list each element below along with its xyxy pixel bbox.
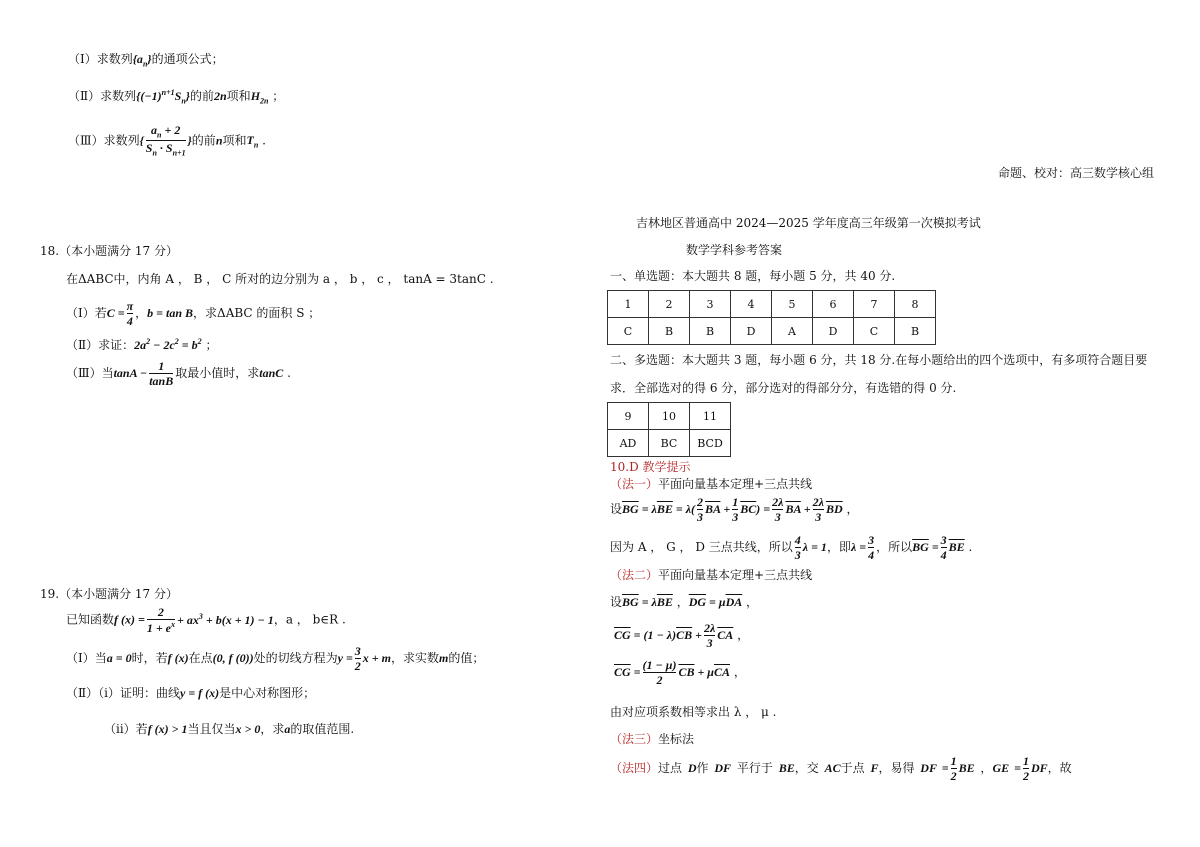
- multi-choice-table: [607, 402, 731, 457]
- q19-part2-i: （Ⅱ）（ⅰ）证明：曲线y = f (x)是中心对称图形；: [66, 686, 316, 700]
- table-cell: C: [608, 318, 649, 345]
- q18-part1: （Ⅰ）若C = $\frac{\pi}{4}$ ，b = tan B，求ΔABC 的面积 S ；: [66, 299, 321, 328]
- section-multi-choice-line1: 二、多选题：本大题共 3 题，每小题 6 分，共 18 分.在每小题给出的四个选项中，有多项符合题目要: [610, 353, 1148, 367]
- single-choice-table: [607, 290, 936, 345]
- q18-intro: 在ΔABC中，内角 A ， B ， C 所对的边分别为 a ， b ， c ， tanA = 3tanC .: [66, 272, 494, 286]
- section-multi-choice-line2: 求．全部选对的得 6 分，部分选对的得部分分，有选错的得 0 分.: [610, 381, 957, 395]
- table-row: [608, 291, 936, 318]
- q19-part1: （Ⅰ）当a = 0时，若f (x)在点(0, f (0))处的切线方程为y = $\frac{3}{2}$ x + m，求实数m的值；: [66, 644, 485, 673]
- table-cell: B: [895, 318, 936, 345]
- method-2-line4: 由对应项系数相等求出 λ ， μ .: [610, 705, 777, 719]
- method-1-line2: 因为 A ， G ， D 三点共线，所以 $\frac{4}{3}$ λ = 1，即λ = $\frac{3}{4}$ ，所以$\overline{BG}$ = $\frac{3}{4}$ $\overline{BE}$ .: [610, 533, 973, 562]
- method-4-line: （法四）过点 D作 DF 平行于 BE，交 AC于点 F，易得 DF = $\frac{1}{2}$ BE ，GE = $\frac{1}{2}$ DF，故: [610, 754, 1072, 783]
- answer-subheading: 数学学科参考答案: [686, 243, 783, 257]
- q17-part2: （Ⅱ）求数列$\{(-1)^{n+1}S_n\}$的前2n项和$H_{2n}$ ；: [68, 88, 285, 106]
- q17-part1: （Ⅰ）求数列$\{a_n\}$的通项公式；: [68, 52, 224, 69]
- author-credit: 命题、校对：高三数学核心组: [998, 166, 1155, 180]
- table-cell: D: [813, 318, 854, 345]
- q19-part2-ii: （ⅱ）若f (x) > 1当且仅当x > 0，求a的取值范围.: [104, 722, 355, 736]
- table-cell: 6: [813, 291, 854, 318]
- table-cell: AD: [608, 430, 649, 457]
- section-single-choice: 一、单选题：本大题共 8 题，每小题 5 分，共 40 分.: [610, 269, 896, 283]
- table-cell: 7: [854, 291, 895, 318]
- table-cell: 3: [690, 291, 731, 318]
- q18-part3: （Ⅲ）当tanA − $\frac{1}{\tan B}$ 取最小值时，求tanC .: [66, 359, 291, 388]
- table-cell: 10: [649, 403, 690, 430]
- table-cell: BC: [649, 430, 690, 457]
- table-cell: A: [772, 318, 813, 345]
- table-cell: B: [649, 318, 690, 345]
- q19-intro: 已知函数f (x) = $\frac{2}{1 + e^x}$ + $ax^3 + b(x + 1) - 1$，a ， b∈R .: [66, 605, 346, 635]
- table-cell: 9: [608, 403, 649, 430]
- q18-part2: （Ⅱ）求证：$2a^2 - 2c^2 = b^2$ ；: [66, 337, 218, 352]
- method-1-header: （法一）平面向量基本定理+三点共线: [610, 477, 813, 491]
- table-cell: C: [854, 318, 895, 345]
- table-cell: 5: [772, 291, 813, 318]
- q19-title: 19.（本小题满分 17 分）: [40, 587, 178, 601]
- method-2-line1: 设$\overline{BG} = \lambda\overline{BE}$ ，$\overline{DG} = \mu\overline{DA}$ ，: [610, 595, 759, 609]
- table-row: [608, 318, 936, 345]
- method-1-line1: 设$\overline{BG} = \lambda\overline{BE} = \lambda$( $\frac{2}{3}$ $\overline{BA}$ + $\frac{1}{3}$ $\overline{BC}$) = $\frac{2\lambda}{3}$ $\overline{BA}$ + $\frac{2\lambda}{3}$ $\overline{BD}$ ，: [610, 495, 859, 524]
- table-cell: 11: [690, 403, 731, 430]
- q17-part3: （Ⅲ）求数列{ $\frac{a_n + 2}{S_n \cdot S_{n+1}}$ }的前n项和$T_n$ .: [68, 123, 266, 158]
- table-cell: 4: [731, 291, 772, 318]
- method-2-header: （法二）平面向量基本定理+三点共线: [610, 568, 813, 582]
- method-3-header: （法三）坐标法: [610, 732, 695, 746]
- table-cell: B: [690, 318, 731, 345]
- teaching-hint: 10.D 教学提示: [610, 460, 691, 474]
- table-cell: D: [731, 318, 772, 345]
- answer-heading: 吉林地区普通高中 2024—2025 学年度高三年级第一次模拟考试: [636, 216, 981, 230]
- method-2-line3: $\overline{CG}$ = $\frac{(1 - \mu)}{2}$ $\overline{CB} + \mu\overline{CA}$ ，: [614, 658, 746, 687]
- table-cell: 8: [895, 291, 936, 318]
- table-cell: 1: [608, 291, 649, 318]
- table-row: [608, 430, 731, 457]
- q18-title: 18.（本小题满分 17 分）: [40, 244, 178, 258]
- table-row: [608, 403, 731, 430]
- table-cell: 2: [649, 291, 690, 318]
- method-2-line2: $\overline{CG} = (1 - \lambda)\overline{CB}$ + $\frac{2\lambda}{3}$ $\overline{CA}$ ，: [614, 621, 750, 650]
- table-cell: BCD: [690, 430, 731, 457]
